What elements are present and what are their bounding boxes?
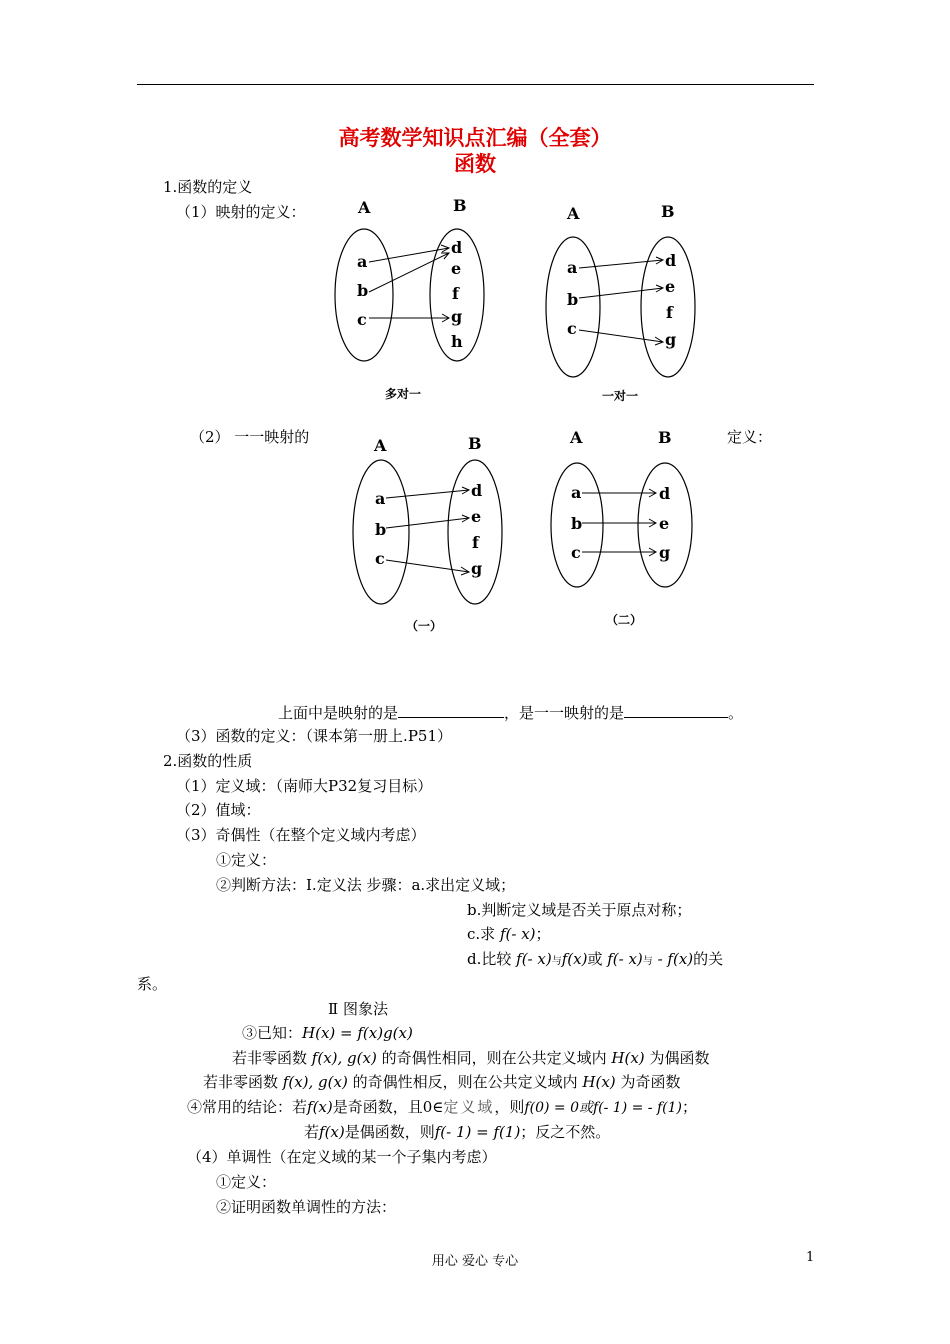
set-b-label: B bbox=[453, 196, 467, 215]
common-conclusion-odd: ④常用的结论：若f(x)是奇函数，且0∈定义域，则f(0) = 0或f(- 1) = - f(1)； bbox=[187, 1098, 698, 1116]
known-condition: ③已知：H(x) = f(x)g(x) bbox=[242, 1024, 413, 1042]
element-e: e bbox=[659, 514, 670, 533]
element-f: f bbox=[666, 303, 673, 322]
element-b: b bbox=[375, 520, 387, 539]
range-label: （2）值域： bbox=[176, 801, 261, 819]
element-g: g bbox=[665, 330, 677, 349]
element-f: f bbox=[452, 284, 459, 303]
monotonicity-definition: ①定义： bbox=[216, 1173, 277, 1191]
step-c: c.求 f(- x)； bbox=[467, 925, 551, 943]
element-c: c bbox=[357, 310, 367, 329]
answer-blank-one-to-one[interactable] bbox=[624, 703, 728, 718]
answer-blank-mapping[interactable] bbox=[398, 703, 504, 718]
diagram-many-to-one bbox=[325, 192, 495, 407]
element-a: a bbox=[567, 258, 578, 277]
one-to-one-mapping-label: （2） 一一映射的 bbox=[190, 428, 310, 446]
element-g: g bbox=[451, 307, 463, 326]
mapping-definition-label: （1）映射的定义： bbox=[176, 203, 306, 221]
mapping-arrows bbox=[386, 487, 469, 575]
monotonicity-label: （4）单调性（在定义域的某一个子集内考虑） bbox=[187, 1148, 497, 1166]
parity-label: （3）奇偶性（在整个定义域内考虑） bbox=[176, 826, 426, 844]
element-d: d bbox=[471, 481, 483, 500]
mapping-arrows bbox=[369, 245, 449, 322]
page-title: 高考数学知识点汇编（全套） bbox=[338, 125, 612, 150]
header-rule bbox=[137, 84, 814, 85]
set-a-label: A bbox=[374, 436, 387, 455]
element-f: f bbox=[472, 533, 479, 552]
element-a: a bbox=[571, 483, 582, 502]
diagram-caption: （一） bbox=[406, 619, 443, 633]
question-end: 。 bbox=[728, 704, 744, 722]
monotonicity-proof-methods: ②证明函数单调性的方法： bbox=[216, 1198, 397, 1216]
element-g: g bbox=[471, 559, 483, 578]
diagram-two bbox=[546, 424, 716, 634]
diagram-caption: 一对一 bbox=[602, 389, 639, 403]
element-e: e bbox=[471, 507, 482, 526]
element-c: c bbox=[375, 549, 385, 568]
page-footer: 用心 爱心 专心 bbox=[431, 1254, 519, 1269]
step-d: d.比较 f(- x)与f(x)或 f(- x)与 - f(x)的关 bbox=[467, 950, 724, 968]
odd-rule: 若非零函数 f(x), g(x) 的奇偶性相反，则在公共定义域内 H(x) 为奇函数 bbox=[203, 1073, 681, 1091]
element-c: c bbox=[567, 319, 577, 338]
fill-in-question bbox=[278, 703, 743, 722]
question-part-b: ，是一一映射的是 bbox=[504, 704, 625, 722]
mapping-arrows bbox=[582, 489, 656, 556]
mapping-arrows bbox=[579, 257, 663, 345]
element-h: h bbox=[451, 332, 463, 351]
definition-label: 定义： bbox=[727, 428, 773, 446]
element-a: a bbox=[375, 489, 386, 508]
element-c: c bbox=[571, 543, 581, 562]
set-b-label: B bbox=[658, 428, 672, 447]
even-rule: 若非零函数 f(x), g(x) 的奇偶性相同，则在公共定义域内 H(x) 为偶函数 bbox=[232, 1049, 710, 1067]
diagram-caption: 多对一 bbox=[385, 387, 422, 401]
set-a-label: A bbox=[570, 428, 583, 447]
step-d-continuation: 系。 bbox=[137, 975, 168, 993]
set-a-label: A bbox=[358, 198, 371, 217]
element-d: d bbox=[665, 251, 677, 270]
set-b-label: B bbox=[661, 202, 675, 221]
question-part-a: 上面中是映射的是 bbox=[278, 704, 399, 722]
parity-definition: ①定义： bbox=[216, 851, 277, 869]
element-g: g bbox=[659, 543, 671, 562]
diagram-one-to-one bbox=[535, 200, 705, 415]
diagram-caption: （二） bbox=[606, 613, 643, 627]
function-definition-label: （3）函数的定义：（课本第一册上.P51） bbox=[176, 727, 452, 745]
common-conclusion-even: 若f(x)是偶函数，则f(- 1) = f(1)；反之不然。 bbox=[304, 1123, 611, 1141]
section-1-heading: 1.函数的定义 bbox=[163, 178, 253, 196]
set-a-label: A bbox=[567, 204, 580, 223]
element-e: e bbox=[665, 277, 676, 296]
page-number: 1 bbox=[806, 1250, 815, 1265]
section-2-heading: 2.函数的性质 bbox=[163, 752, 253, 770]
element-b: b bbox=[571, 514, 583, 533]
diagram-one bbox=[342, 430, 512, 640]
element-e: e bbox=[451, 259, 462, 278]
element-b: b bbox=[567, 290, 579, 309]
element-a: a bbox=[357, 252, 368, 271]
domain-label: （1）定义域：（南师大P32复习目标） bbox=[176, 777, 433, 795]
element-d: d bbox=[451, 238, 463, 257]
step-b: b.判断定义域是否关于原点对称； bbox=[467, 901, 692, 919]
element-d: d bbox=[659, 484, 671, 503]
page-subtitle: 函数 bbox=[454, 151, 496, 176]
graph-method: Ⅱ 图象法 bbox=[328, 1000, 388, 1018]
set-b-label: B bbox=[468, 434, 482, 453]
element-b: b bbox=[357, 281, 369, 300]
parity-method: ②判断方法：Ⅰ.定义法 步骤：a.求出定义域； bbox=[216, 876, 516, 894]
